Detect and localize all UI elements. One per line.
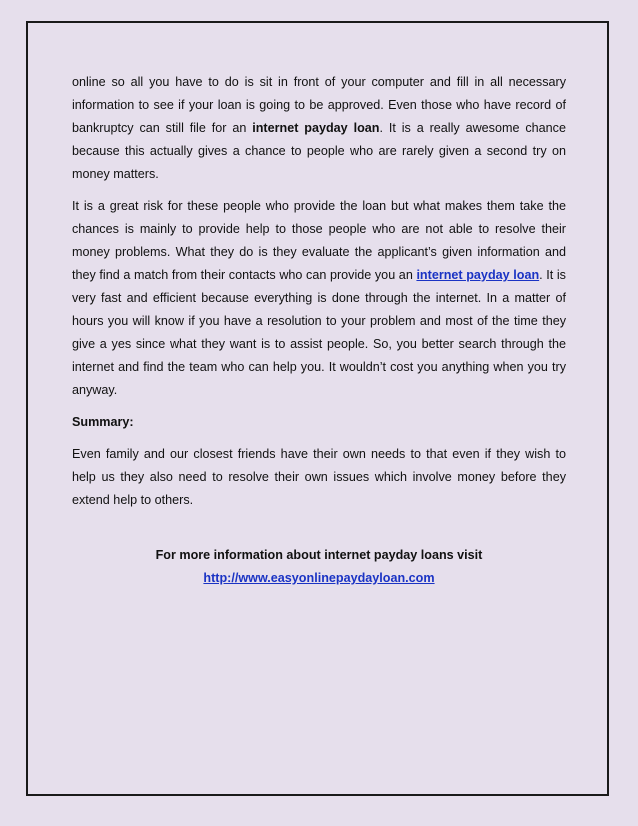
bold-keyword: internet payday loan <box>252 121 380 135</box>
internet-payday-loan-link[interactable]: internet payday loan <box>416 268 540 282</box>
paragraph-2-text-end: . It is very fast and efficient because everything is done through the internet. In a matter of hours you will know if you have a resolution to your problem and most of the time they give a yes since what they want is to assist people. So, you better search through the internet and find the team who can help you. It wouldn’t cost you anything when you try anyway. <box>72 268 566 397</box>
paragraph-2 <box>72 195 566 402</box>
paragraph-3: Even family and our closest friends have their own needs to that even if they wish to help us they also need to resolve their own issues which involve money before they extend help to others. <box>72 447 566 507</box>
footer-info <box>72 544 566 590</box>
website-link[interactable]: http://www.easyonlinepaydayloan.com <box>203 571 435 585</box>
paragraph-1-text-end: . It is a really awesome chance because this actually gives a chance to people who are rarely given a second try on money matters. <box>72 121 566 181</box>
paragraph-1 <box>72 71 566 186</box>
document-body <box>72 71 566 590</box>
summary-heading: Summary: <box>72 415 134 429</box>
paragraph-2-text-start: It is a great risk for these people who provide the loan but what makes them take the chances is mainly to provide help to those people who are not able to resolve their money problems. What they do is they evaluate the applicant’s given information and they find a match from their contacts who can provide you an <box>72 199 566 282</box>
paragraph-1-text-start: online so all you have to do is sit in front of your computer and fill in all necessary information to see if your loan is going to be approved. Even those who have record of bankruptcy can still file for an <box>72 75 566 135</box>
footer-text: For more information about internet payday loans visit <box>155 548 483 562</box>
